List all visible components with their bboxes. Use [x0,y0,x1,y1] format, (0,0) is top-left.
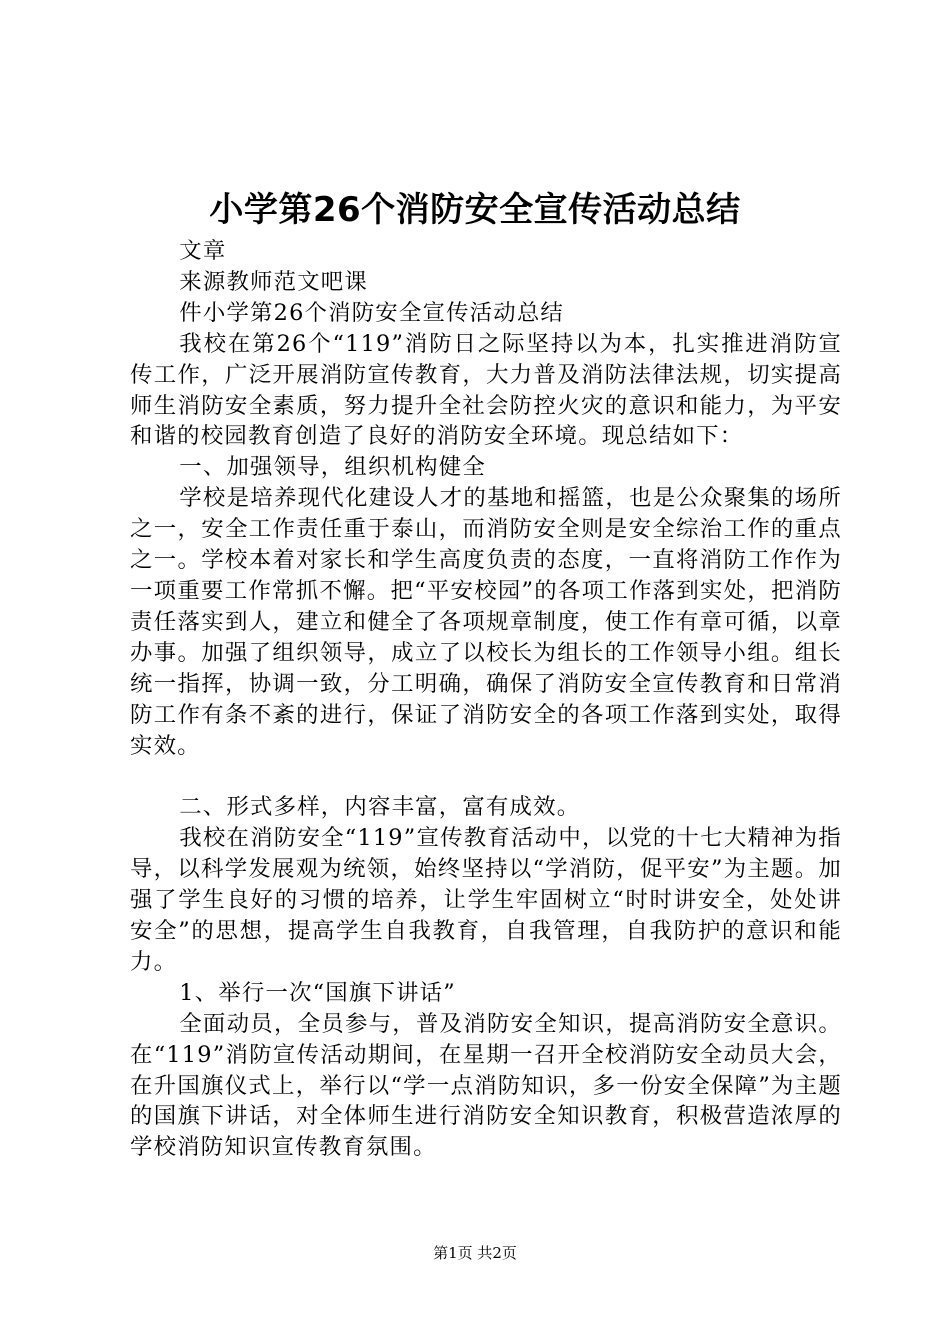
paragraph-section-2: 我校在消防安全“119”宣传教育活动中，以党的十七大精神为指导，以科学发展观为统领，始终坚持以“学消防，促平安”为主题。加强了学生良好的习惯的培养，让学生牢固树立“时时讲安全，处处讲安全”的思想，提高学生自我教育，自我管理，自我防护的意识和能力。 [130,825,842,975]
paragraph-subsection-1: 全面动员，全员参与，普及消防安全知识，提高消防安全意识。在“119”消防宣传活动期间，在星期一召开全校消防安全动员大会，在升国旗仪式上，举行以“学一点消防知识，多一份安全保障”为主题的国旗下讲话，对全体师生进行消防安全知识教育，积极营造浓厚的学校消防知识宣传教育氛围。 [130,1010,842,1161]
document-body [130,236,842,1163]
paragraph-source: 来源教师范文吧课 [179,268,368,295]
paragraph-article: 文章 [179,238,227,264]
section-heading-2: 二、形式多样，内容丰富，富有成效。 [179,794,581,821]
paragraph-intro: 我校在第26个“119”消防日之际坚持以为本，扎实推进消防宣传工作，广泛开展消防宣传教育，大力普及消防法律法规，切实提高师生消防安全素质，努力提升全社会防控火灾的意识和能力，为平安和谐的校园教育创造了良好的消防安全环境。现总结如下： [130,330,842,450]
page-footer: 第1页 共2页 [433,1244,517,1262]
document-title: 小学第26个消防安全宣传活动总结 [209,190,741,230]
section-heading-1: 一、加强领导，组织机构健全 [179,454,486,481]
paragraph-subtitle: 件小学第26个消防安全宣传活动总结 [179,299,565,326]
paragraph-section-1: 学校是培养现代化建设人才的基地和摇篮，也是公众聚集的场所之一，安全工作责任重于泰山，而消防安全则是安全综治工作的重点之一。学校本着对家长和学生高度负责的态度，一直将消防工作作为一项重要工作常抓不懈。把“平安校园”的各项工作落到实处，把消防责任落实到人，建立和健全了各项规章制度，使工作有章可循，以章办事。加强了组织领导，成立了以校长为组长的工作领导小组。组长统一指挥，协调一致，分工明确，确保了消防安全宣传教育和日常消防工作有条不紊的进行，保证了消防安全的各项工作落到实处，取得实效。 [130,485,842,759]
subsection-heading-1: 1、举行一次“国旗下讲话” [179,979,456,1006]
